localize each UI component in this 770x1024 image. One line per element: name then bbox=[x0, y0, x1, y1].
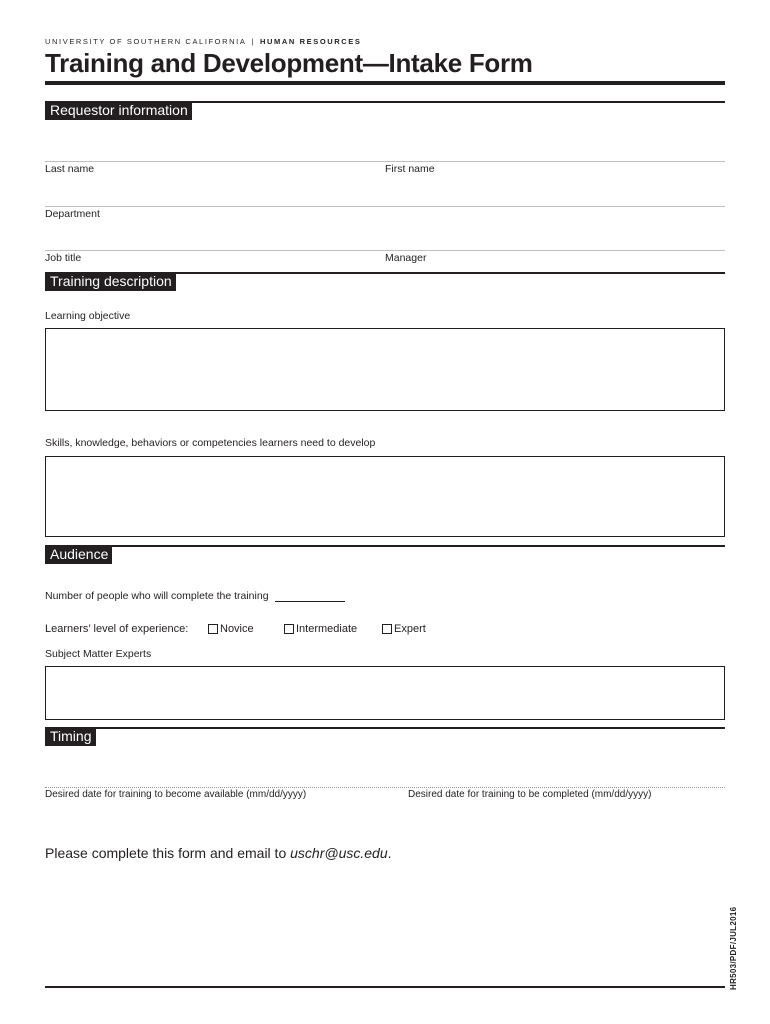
level-option-novice[interactable] bbox=[208, 623, 254, 635]
submission-instruction bbox=[45, 845, 392, 861]
instruction-period: . bbox=[387, 845, 392, 861]
sme-field[interactable] bbox=[45, 666, 725, 720]
level-option-intermediate[interactable] bbox=[284, 623, 357, 635]
section-heading-timing: Timing bbox=[45, 727, 96, 746]
sme-label: Subject Matter Experts bbox=[45, 648, 152, 660]
page-title: Training and Development—Intake Form bbox=[45, 48, 533, 78]
instruction-text: Please complete this form and email to bbox=[45, 845, 287, 861]
section-rule-audience bbox=[45, 545, 725, 547]
department-line[interactable] bbox=[45, 206, 725, 207]
timing-date-line[interactable] bbox=[45, 787, 725, 788]
bottom-rule bbox=[45, 986, 725, 988]
num-people-row bbox=[45, 590, 345, 602]
learning-objective-field[interactable] bbox=[45, 328, 725, 411]
experience-label: Learners’ level of experience: bbox=[45, 623, 189, 635]
email-link[interactable]: uschr@usc.edu bbox=[290, 845, 388, 861]
completed-date-label: Desired date for training to be completed (mm/dd/yyyy) bbox=[408, 789, 652, 800]
university-name: UNIVERSITY OF SOUTHERN CALIFORNIA bbox=[45, 37, 247, 46]
title-rule bbox=[45, 81, 725, 85]
available-date-label: Desired date for training to become available (mm/dd/yyyy) bbox=[45, 789, 307, 800]
header-divider: | bbox=[251, 37, 255, 46]
experience-row bbox=[45, 623, 188, 635]
expert-checkbox[interactable] bbox=[382, 624, 392, 634]
department-label: Department bbox=[45, 208, 100, 220]
department-name: HUMAN RESOURCES bbox=[260, 37, 362, 46]
job-title-label: Job title bbox=[45, 252, 82, 264]
skills-field[interactable] bbox=[45, 456, 725, 537]
form-code: HR503/PDF/JUL2016 bbox=[729, 906, 738, 990]
section-heading-audience: Audience bbox=[45, 545, 112, 564]
manager-label: Manager bbox=[385, 252, 427, 264]
first-name-label: First name bbox=[385, 163, 435, 175]
organization-header bbox=[45, 37, 362, 46]
num-people-label: Number of people who will complete the training bbox=[45, 590, 269, 602]
num-people-input[interactable] bbox=[275, 591, 345, 602]
novice-label: Novice bbox=[220, 623, 254, 635]
level-option-expert[interactable] bbox=[382, 623, 426, 635]
section-rule-timing bbox=[45, 727, 725, 729]
expert-label: Expert bbox=[394, 623, 426, 635]
skills-label: Skills, knowledge, behaviors or competencies learners need to develop bbox=[45, 437, 376, 449]
section-heading-requestor: Requestor information bbox=[45, 101, 192, 120]
novice-checkbox[interactable] bbox=[208, 624, 218, 634]
section-heading-training: Training description bbox=[45, 272, 176, 291]
last-name-line[interactable] bbox=[45, 161, 725, 162]
job-title-line[interactable] bbox=[45, 250, 725, 251]
intermediate-checkbox[interactable] bbox=[284, 624, 294, 634]
intermediate-label: Intermediate bbox=[296, 623, 358, 635]
learning-objective-label: Learning objective bbox=[45, 310, 131, 322]
last-name-label: Last name bbox=[45, 163, 95, 175]
